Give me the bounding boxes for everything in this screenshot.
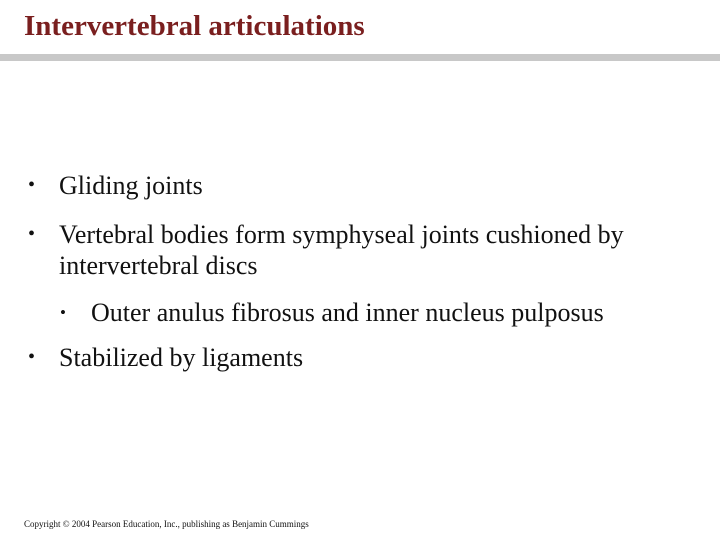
- title-divider: [0, 54, 720, 61]
- sub-bullet-item: [60, 297, 688, 328]
- bullet-text: Gliding joints: [59, 171, 203, 200]
- bullet-list: [28, 170, 688, 373]
- slide-title: Intervertebral articulations: [24, 10, 365, 42]
- bullet-icon: •: [28, 223, 36, 245]
- bullet-icon: •: [28, 174, 36, 196]
- bullet-item: [28, 170, 688, 201]
- bullet-item: [28, 219, 688, 281]
- bullet-text: Stabilized by ligaments: [59, 343, 304, 372]
- bullet-text: Outer anulus fibrosus and inner nucleus pulposus: [91, 298, 604, 327]
- copyright-footer: Copyright © 2004 Pearson Education, Inc., publishing as Benjamin Cummings: [24, 519, 309, 529]
- bullet-text: Vertebral bodies form symphyseal joints cushioned by intervertebral discs: [59, 220, 624, 280]
- bullet-icon: •: [28, 346, 36, 368]
- bullet-item: [28, 342, 688, 373]
- bullet-icon: •: [60, 303, 66, 322]
